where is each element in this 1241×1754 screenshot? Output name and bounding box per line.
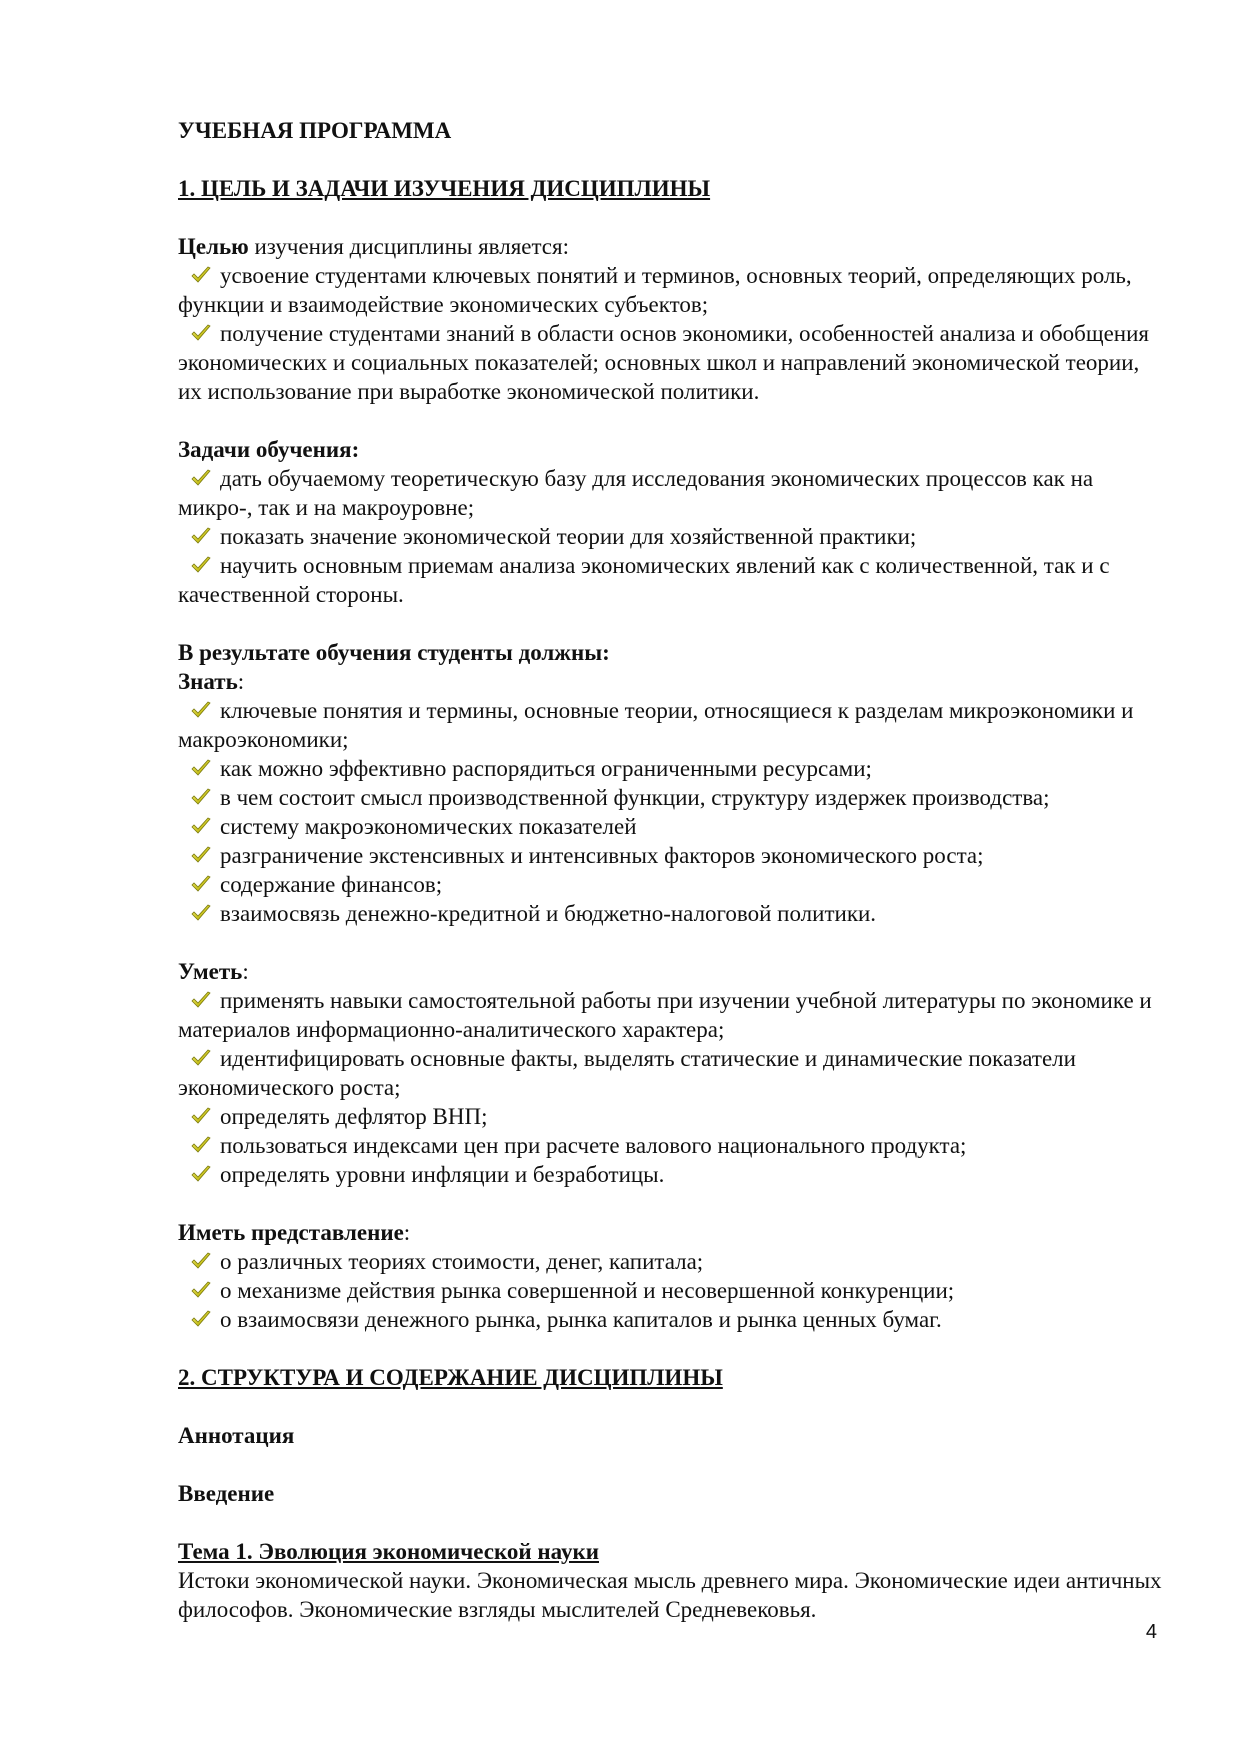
- list-item: идентифицировать основные факты, выделять статические и динамические показатели экономического роста;: [178, 1046, 1076, 1100]
- results-heading: В результате обучения студенты должны:: [178, 640, 610, 665]
- goal-list: [178, 261, 1168, 406]
- checkmark-icon: [190, 265, 212, 285]
- goal-intro: [178, 232, 1168, 261]
- list-item: применять навыки самостоятельной работы при изучении учебной литературы по экономике и материалов информационно-аналитического характера;: [178, 988, 1152, 1042]
- list-item: определять уровни инфляции и безработицы.: [178, 1160, 1168, 1189]
- list-item: дать обучаемому теоретическую базу для исследования экономических процессов как на микро-, так и на макроуровне;: [178, 466, 1094, 520]
- list-item: усвоение студентами ключевых понятий и терминов, основных теорий, определяющих роль, функции и взаимодействие экономических субъектов;: [178, 263, 1132, 317]
- list-item: содержание финансов;: [178, 870, 1168, 899]
- checkmark-icon: [190, 1048, 212, 1068]
- document-title: УЧЕБНАЯ ПРОГРАММА: [178, 118, 452, 143]
- know-list: [178, 696, 1168, 928]
- checkmark-icon: [190, 1280, 212, 1300]
- checkmark-icon: [190, 816, 212, 836]
- idea-label: Иметь представление:: [178, 1220, 411, 1245]
- checkmark-icon: [190, 787, 212, 807]
- goal-rest: изучения дисциплины является:: [248, 234, 569, 259]
- list-item: разграничение экстенсивных и интенсивных факторов экономического роста;: [178, 841, 1168, 870]
- list-item: о различных теориях стоимости, денег, капитала;: [178, 1247, 1168, 1276]
- goal-bold: Целью: [178, 234, 249, 259]
- know-label: Знать:: [178, 669, 245, 694]
- checkmark-icon: [190, 323, 212, 343]
- can-label: Уметь:: [178, 959, 249, 984]
- checkmark-icon: [190, 874, 212, 894]
- checkmark-icon: [190, 758, 212, 778]
- checkmark-icon: [190, 1135, 212, 1155]
- list-item: ключевые понятия и термины, основные теории, относящиеся к разделам микроэкономики и макроэкономики;: [178, 698, 1134, 752]
- can-list: [178, 986, 1168, 1189]
- idea-list: [178, 1247, 1168, 1334]
- checkmark-icon: [190, 1251, 212, 1271]
- list-item: определять дефлятор ВНП;: [178, 1102, 1168, 1131]
- checkmark-icon: [190, 1106, 212, 1126]
- list-item: систему макроэкономических показателей: [178, 812, 1168, 841]
- checkmark-icon: [190, 990, 212, 1010]
- checkmark-icon: [190, 700, 212, 720]
- checkmark-icon: [190, 526, 212, 546]
- list-item: о механизме действия рынка совершенной и несовершенной конкуренции;: [178, 1276, 1168, 1305]
- checkmark-icon: [190, 1309, 212, 1329]
- tasks-list: [178, 464, 1168, 609]
- list-item: о взаимосвязи денежного рынка, рынка капиталов и рынка ценных бумаг.: [178, 1305, 1168, 1334]
- list-item: показать значение экономической теории для хозяйственной практики;: [178, 522, 1168, 551]
- intro-heading: Введение: [178, 1481, 275, 1506]
- list-item: в чем состоит смысл производственной функции, структуру издержек производства;: [178, 783, 1168, 812]
- list-item: как можно эффективно распорядиться ограниченными ресурсами;: [178, 754, 1168, 783]
- list-item: взаимосвязь денежно-кредитной и бюджетно-налоговой политики.: [178, 899, 1168, 928]
- page-number: 4: [1145, 1621, 1157, 1643]
- list-item: пользоваться индексами цен при расчете валового национального продукта;: [178, 1131, 1168, 1160]
- section2-heading: 2. СТРУКТУРА И СОДЕРЖАНИЕ ДИСЦИПЛИНЫ: [178, 1365, 723, 1390]
- checkmark-icon: [190, 1164, 212, 1184]
- checkmark-icon: [190, 468, 212, 488]
- topic1-text: Истоки экономической науки. Экономическая мысль древнего мира. Экономические идеи античных философов. Экономические взгляды мыслителей Средневековья.: [178, 1568, 1162, 1622]
- list-item: получение студентами знаний в области основ экономики, особенностей анализа и обобщения экономических и социальных показателей; основных школ и направлений экономической теории, их использование при выработке экономической политики.: [178, 321, 1149, 404]
- section1-heading: 1. ЦЕЛЬ И ЗАДАЧИ ИЗУЧЕНИЯ ДИСЦИПЛИНЫ: [178, 176, 711, 201]
- checkmark-icon: [190, 555, 212, 575]
- tasks-heading: Задачи обучения:: [178, 437, 360, 462]
- annotation-heading: Аннотация: [178, 1423, 295, 1448]
- topic1-heading: Тема 1. Эволюция экономической науки: [178, 1539, 599, 1564]
- list-item: научить основным приемам анализа экономических явлений как с количественной, так и с качественной стороны.: [178, 553, 1110, 607]
- document-body: [178, 116, 1168, 1624]
- checkmark-icon: [190, 903, 212, 923]
- checkmark-icon: [190, 845, 212, 865]
